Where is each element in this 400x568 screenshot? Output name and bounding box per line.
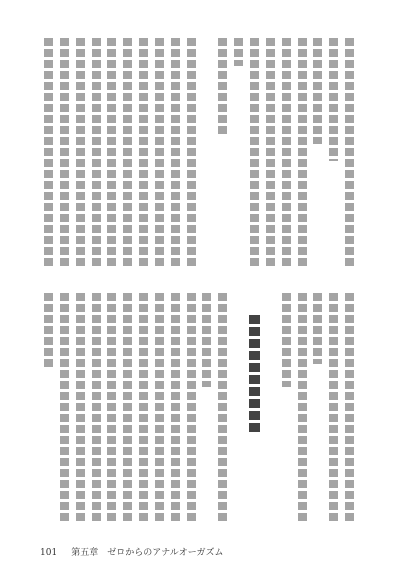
upper-text-column xyxy=(153,38,166,274)
column-text xyxy=(92,38,101,269)
column-text xyxy=(171,38,180,269)
column-text xyxy=(329,293,338,524)
column-text xyxy=(218,293,227,524)
upper-text-column xyxy=(216,38,229,274)
column-text xyxy=(123,38,132,269)
column-text xyxy=(329,38,338,161)
lower-text-column xyxy=(296,293,309,529)
lower-text-column xyxy=(42,293,55,529)
column-text xyxy=(234,38,243,66)
column-text xyxy=(155,293,164,524)
column-text xyxy=(76,293,85,524)
upper-text-column xyxy=(343,38,356,274)
lower-text-column xyxy=(264,293,277,529)
upper-text-column xyxy=(248,38,261,274)
column-text xyxy=(313,38,322,144)
lower-text-column xyxy=(201,293,214,529)
upper-text-column xyxy=(169,38,182,274)
column-text xyxy=(202,293,211,387)
column-text xyxy=(187,293,196,524)
lower-text-column xyxy=(232,293,245,529)
column-text xyxy=(282,293,291,387)
lower-text-column xyxy=(58,293,71,529)
column-text xyxy=(250,38,259,269)
column-text xyxy=(266,38,275,269)
lower-text-column xyxy=(216,293,229,529)
column-text xyxy=(313,293,322,364)
lower-text-column xyxy=(185,293,198,529)
lower-text-column xyxy=(327,293,340,529)
upper-text-column xyxy=(232,38,245,274)
upper-text-column xyxy=(137,38,150,274)
upper-text-column xyxy=(296,38,309,274)
upper-text-column xyxy=(121,38,134,274)
column-text xyxy=(218,38,227,137)
lower-text-column xyxy=(106,293,119,529)
lower-text-column xyxy=(137,293,150,529)
page-footer xyxy=(40,545,224,558)
column-text xyxy=(107,293,116,524)
lower-text-column xyxy=(153,293,166,529)
column-text xyxy=(298,38,307,269)
column-text xyxy=(44,38,53,269)
lower-text-block xyxy=(42,293,356,529)
upper-text-block xyxy=(42,38,356,274)
lower-text-column xyxy=(169,293,182,529)
upper-text-column xyxy=(201,38,214,274)
column-text xyxy=(76,38,85,269)
column-text xyxy=(187,38,196,269)
upper-text-column xyxy=(327,38,340,274)
column-text xyxy=(60,38,69,269)
lower-section-heading xyxy=(248,293,261,529)
upper-text-column xyxy=(106,38,119,274)
lower-text-column xyxy=(74,293,87,529)
column-text xyxy=(107,38,116,269)
column-text xyxy=(171,293,180,524)
column-text xyxy=(345,38,354,269)
upper-text-column xyxy=(42,38,55,274)
column-text xyxy=(139,38,148,269)
upper-text-column xyxy=(90,38,103,274)
column-text xyxy=(249,315,260,433)
upper-text-column xyxy=(185,38,198,274)
lower-text-column xyxy=(90,293,103,529)
lower-text-column xyxy=(343,293,356,529)
column-text xyxy=(92,293,101,524)
column-text xyxy=(282,38,291,269)
running-head: 第五章 ゼロからのアナルオーガズム xyxy=(71,548,224,558)
upper-text-column xyxy=(311,38,324,274)
page-number: 101 xyxy=(40,548,58,558)
upper-text-column xyxy=(280,38,293,274)
column-text xyxy=(298,293,307,524)
lower-text-column xyxy=(311,293,324,529)
upper-text-column xyxy=(74,38,87,274)
column-text xyxy=(139,293,148,524)
column-text xyxy=(44,293,53,369)
column-text xyxy=(60,293,69,524)
column-text xyxy=(155,38,164,269)
lower-text-column xyxy=(121,293,134,529)
upper-text-column xyxy=(58,38,71,274)
column-text xyxy=(123,293,132,524)
lower-text-column xyxy=(280,293,293,529)
column-text xyxy=(345,293,354,524)
upper-text-column xyxy=(264,38,277,274)
